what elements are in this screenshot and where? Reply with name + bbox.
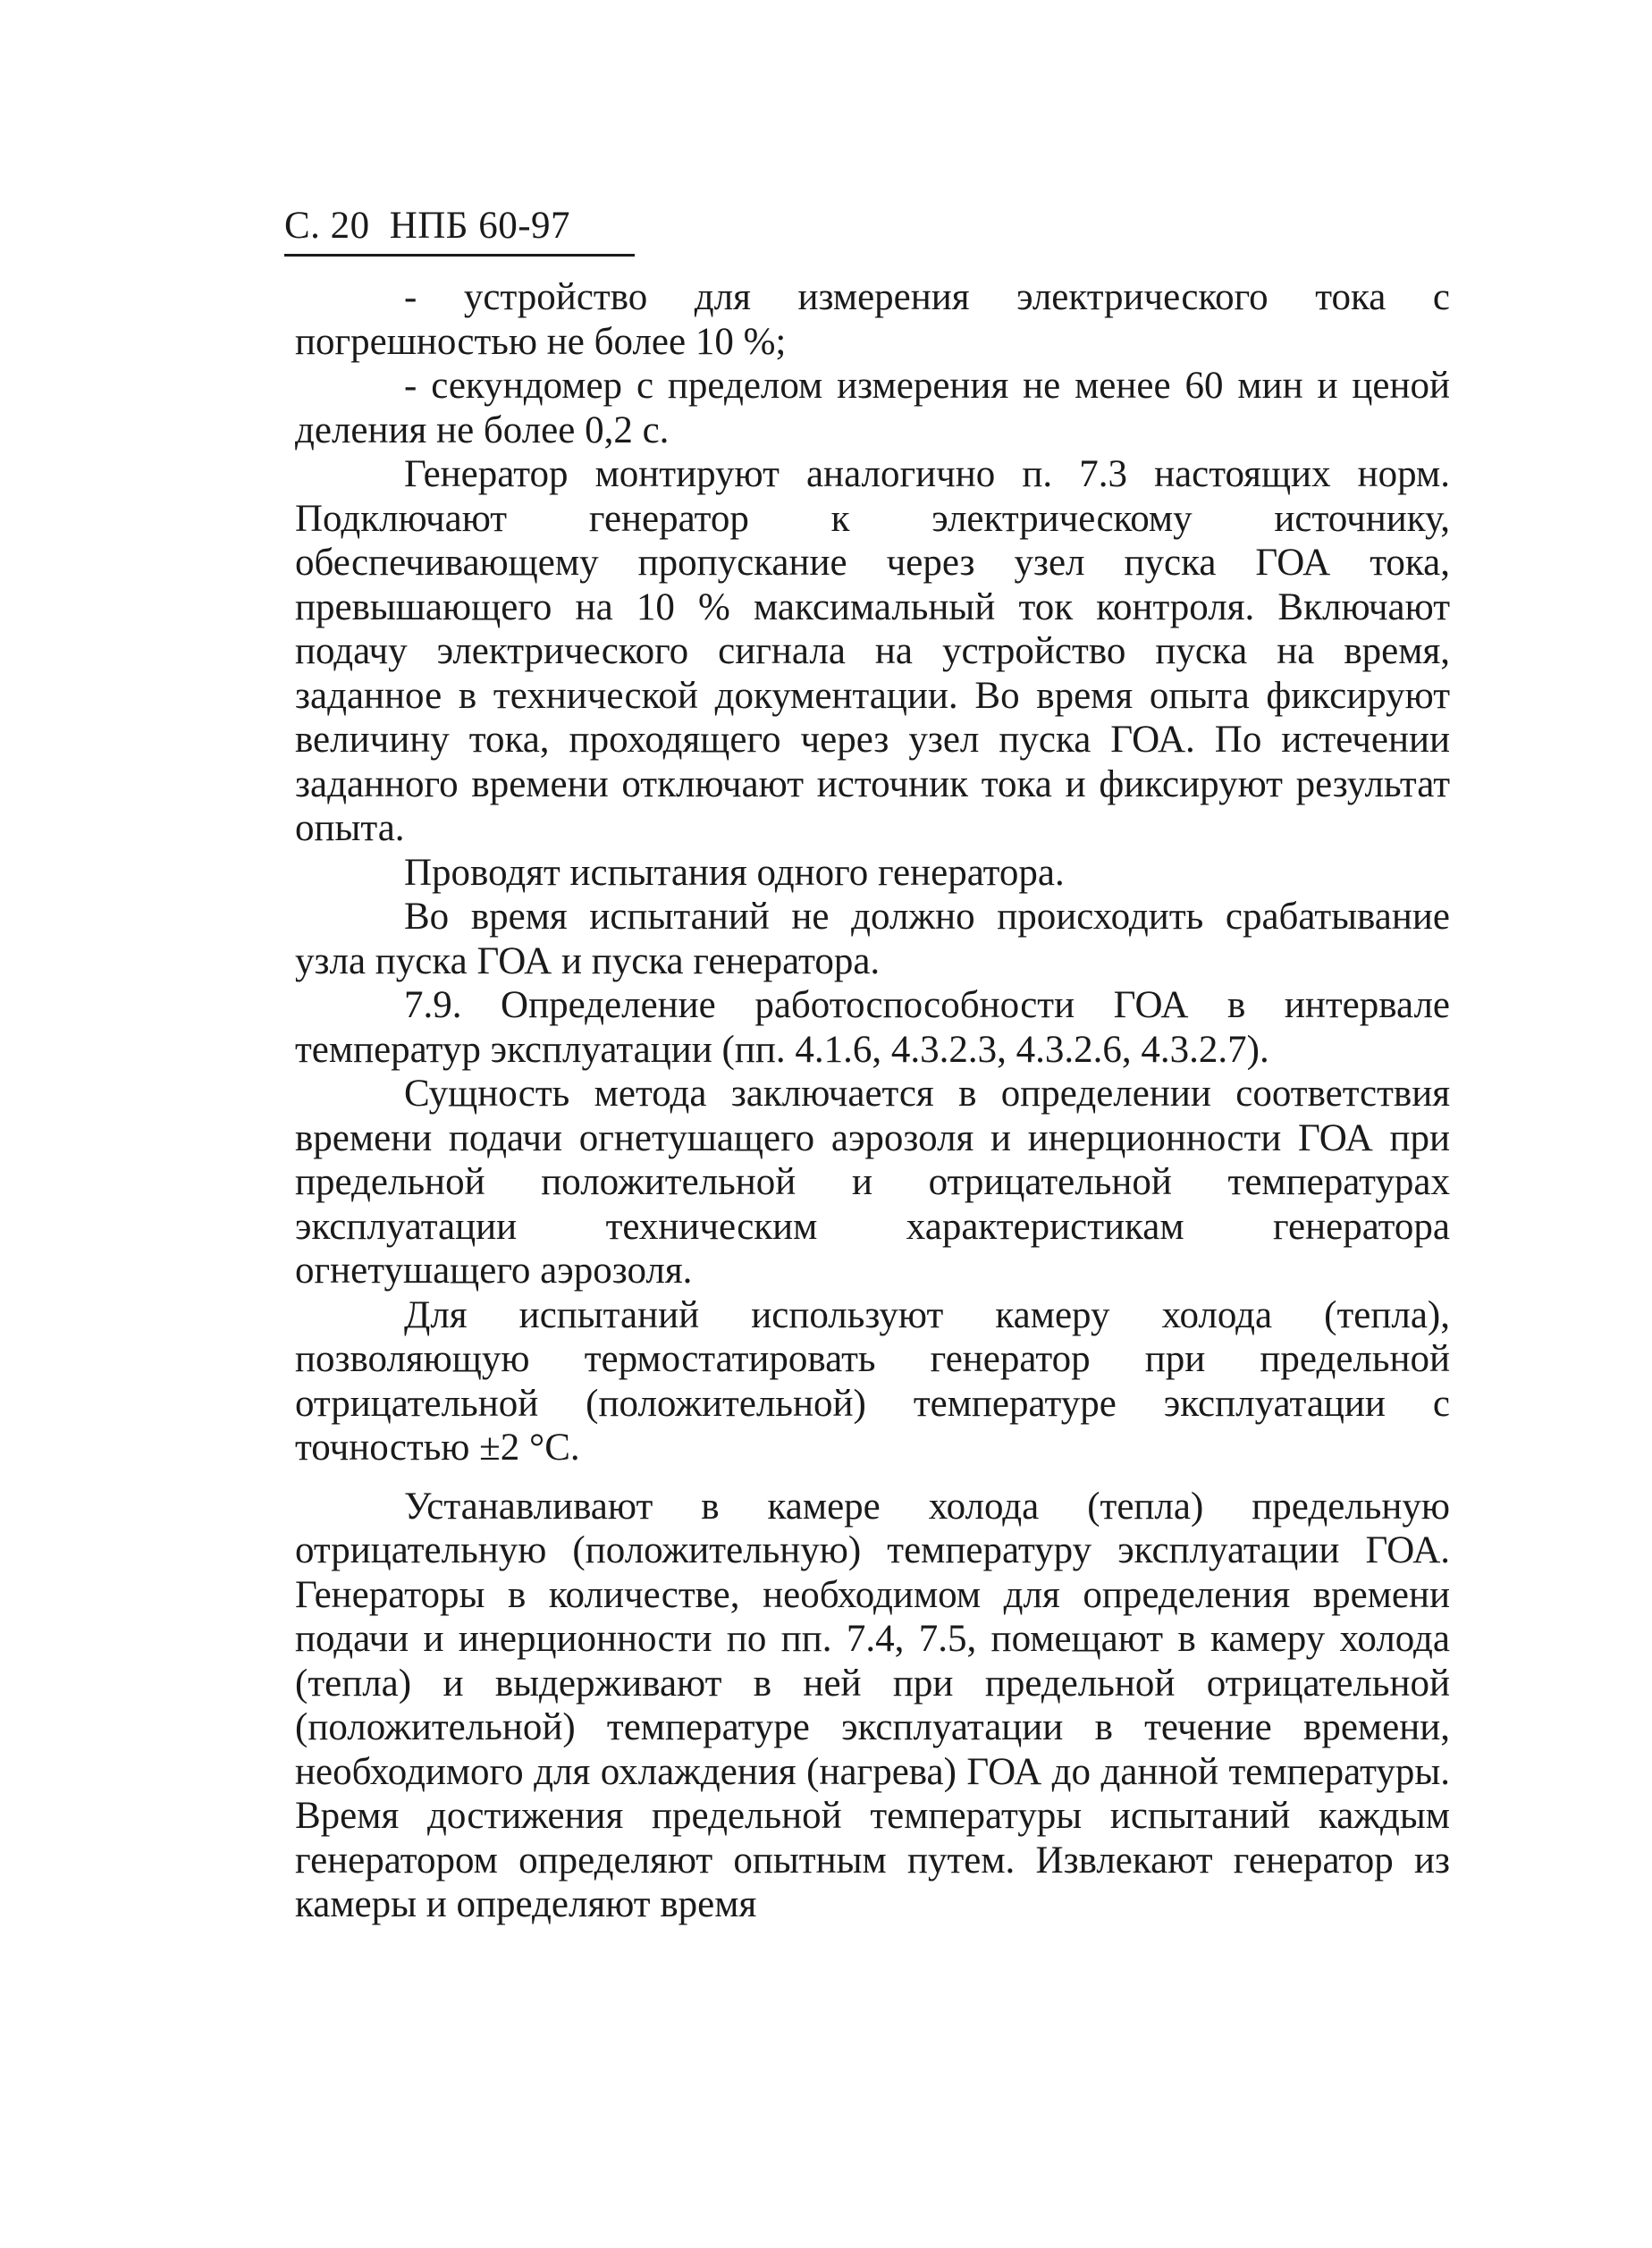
paragraph: - устройство для измерения электрического тока с погрешностью не более 10 %;	[295, 276, 1450, 363]
body-text	[295, 275, 1450, 1927]
section-heading: 7.9. Определение работоспособности ГОА в интервале температур эксплуатации (пп. 4.1.6, 4.3.2.3, 4.3.2.6, 4.3.2.7).	[295, 984, 1450, 1071]
page-number: С. 20	[284, 205, 370, 247]
paragraph: Проводят испытания одного генератора.	[404, 851, 1065, 894]
paragraph: - секундомер с пределом измерения не менее 60 мин и ценой деления не более 0,2 с.	[295, 365, 1450, 451]
document-code: НПБ 60-97	[389, 205, 571, 247]
paragraph: Генератор монтируют аналогично п. 7.3 настоящих норм. Подключают генератор к электрическому источнику, обеспечивающему пропускание через узел пуска ГОА тока, превышающего на 10 % максимальный ток контроля. Включают подачу электрического сигнала на устройство пуска на время, заданное в технической документации. Во время опыта фиксируют величину тока, проходящего через узел пуска ГОА. По истечении заданного времени отключают источник тока и фиксируют результат опыта.	[295, 453, 1450, 849]
paragraph: Для испытаний используют камеру холода (тепла), позволяющую термостатировать генератор при предельной отрицательной (положительной) температуре эксплуатации с точностью ±2 °С.	[295, 1293, 1450, 1469]
paragraph: Устанавливают в камере холода (тепла) предельную отрицательную (положительную) температуру эксплуатации ГОА. Генераторы в количестве, необходимом для определения времени подачи и инерционности по пп. 7.4, 7.5, помещают в камеру холода (тепла) и выдерживают в ней при предельной отрицательной (положительной) температуре эксплуатации в течение времени, необходимого для охлаждения (нагрева) ГОА до данной температуры. Время достижения предельной температуры испытаний каждым генератором определяют опытным путем. Извлекают генератор из камеры и определяют время	[295, 1485, 1450, 1925]
page-header	[284, 204, 635, 257]
paragraph: Во время испытаний не должно происходить срабатывание узла пуска ГОА и пуска генератора.	[295, 896, 1450, 982]
paragraph: Сущность метода заключается в определении соответствия времени подачи огнетушащего аэрозоля и инерционности ГОА при предельной положительной и отрицательной температурах эксплуатации техническим характеристикам генератора огнетушащего аэрозоля.	[295, 1073, 1450, 1292]
